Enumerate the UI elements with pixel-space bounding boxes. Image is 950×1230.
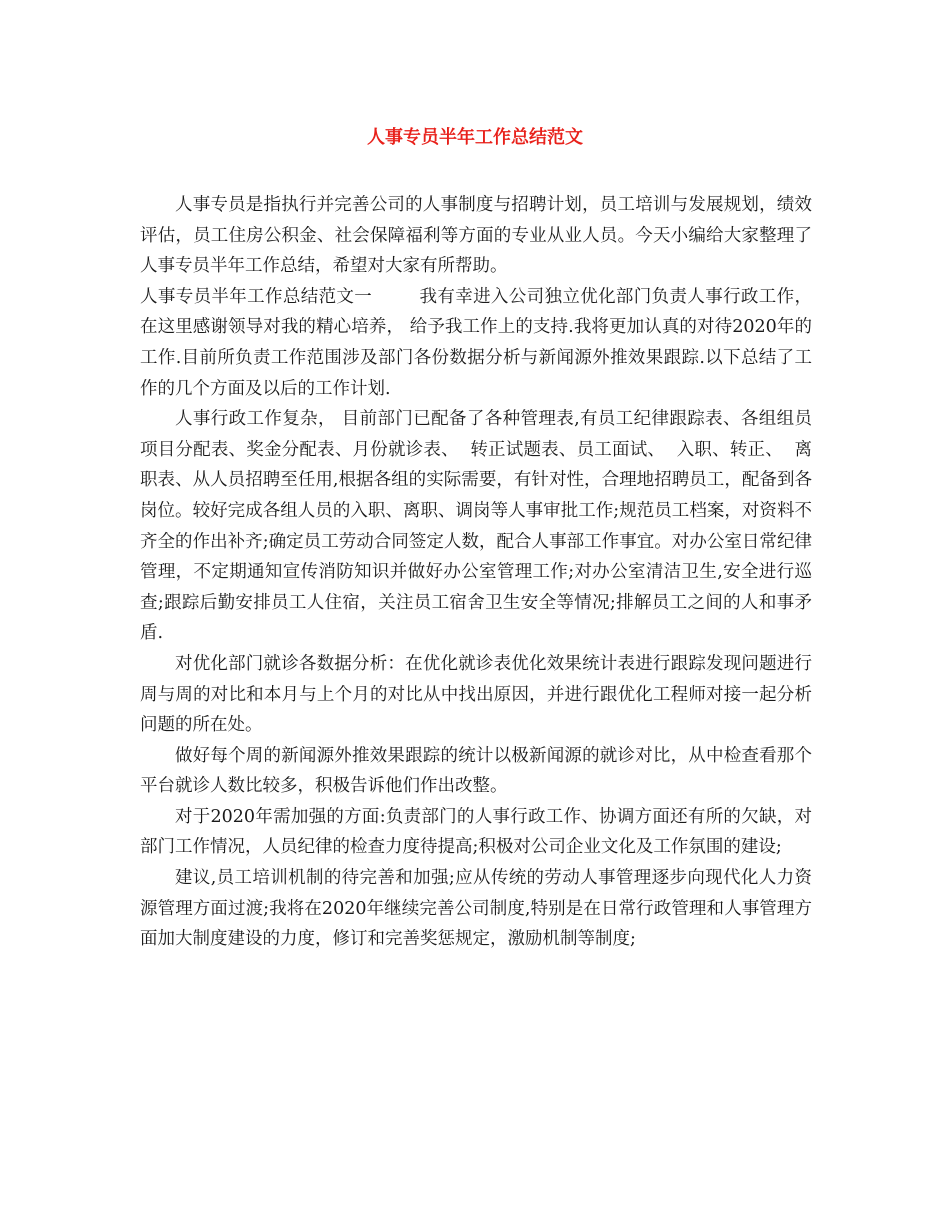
paragraph-hr-admin: 人事行政工作复杂， 目前部门已配备了各种管理表,有员工纪律跟踪表、各组组员项目分配表、奖金分配表、月份就诊表、 转正试题表、员工面试、 入职、转正、 离职表、从人员招聘至任用,根据各组的实际需要，有针对性，合理地招聘员工，配备到各岗位。较好完成各组人员的入职、离职、调岗等人事审批工作;规范员工档案，对资料不齐全的作出补齐;确定员工劳动合同签定人数，配合人事部工作事宜。对办公室日常纪律管理，不定期通知宣传消防知识并做好办公室管理工作;对办公室清洁卫生,安全进行巡查;跟踪后勤安排员工人住宿，关注员工宿舍卫生安全等情况;排解员工之间的人和事矛盾.: [140, 409, 812, 644]
document-body: [140, 190, 812, 955]
paragraph-suggestions: 建议,员工培训机制的待完善和加强;应从传统的劳动人事管理逐步向现代化人力资源管理方面过渡;我将在2020年继续完善公司制度,特别是在日常行政管理和人事管理方面加大制度建设的力度，修订和完善奖惩规定，激励机制等制度;: [140, 868, 812, 950]
paragraph-intro: 人事专员是指执行并完善公司的人事制度与招聘计划，员工培训与发展规划，绩效评估，员工住房公积金、社会保障福利等方面的专业从业人员。今天小编给大家整理了人事专员半年工作总结，希望对大家有所帮助。: [140, 195, 812, 277]
paragraph-improvements: 对于2020年需加强的方面:负责部门的人事行政工作、协调方面还有所的欠缺，对部门工作情况，人员纪律的检查力度待提高;积极对公司企业文化及工作氛围的建设;: [140, 806, 812, 858]
paragraph-data-analysis: 对优化部门就诊各数据分析：在优化就诊表优化效果统计表进行跟踪发现问题进行周与周的对比和本月与上个月的对比从中找出原因，并进行跟优化工程师对接一起分析问题的所在处。: [140, 653, 812, 736]
paragraph-section-one: 人事专员半年工作总结范文一 我有幸进入公司独立优化部门负责人事行政工作，在这里感谢领导对我的精心培养， 给予我工作上的支持.我将更加认真的对待2020年的工作.目前所负责工作范围涉及部门各份数据分析与新闻源外推效果跟踪.以下总结了工作的几个方面及以后的工作计划.: [140, 286, 812, 399]
document-title: 人事专员半年工作总结范文: [367, 127, 583, 148]
paragraph-news-tracking: 做好每个周的新闻源外推效果跟踪的统计以极新闻源的就诊对比，从中检查看那个平台就诊人数比较多，积极告诉他们作出改整。: [140, 745, 812, 797]
